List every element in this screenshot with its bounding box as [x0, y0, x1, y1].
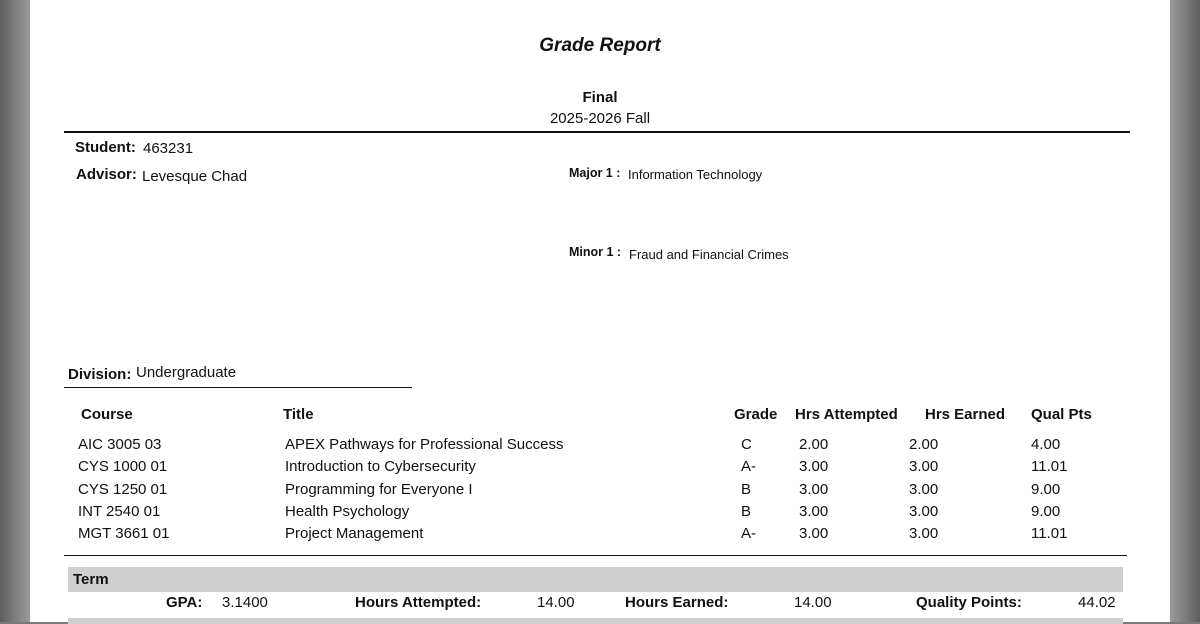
- gpa-value: 3.1400: [222, 594, 268, 611]
- table-row-course: CYS 1250 01: [78, 481, 168, 498]
- hours-earned-value: 14.00: [794, 594, 832, 611]
- table-row-qual-pts: 9.00: [1031, 503, 1061, 520]
- table-row-title: Introduction to Cybersecurity: [285, 458, 476, 475]
- table-row-hrs-earned: 2.00: [909, 436, 939, 453]
- report-page: [30, 0, 1170, 622]
- division-value: Undergraduate: [136, 364, 237, 381]
- quality-points-label: Quality Points:: [916, 594, 1022, 611]
- table-row-title: APEX Pathways for Professional Success: [285, 436, 564, 453]
- col-header-title: Title: [283, 406, 314, 423]
- minor-label: Minor 1 :: [569, 245, 622, 259]
- viewer-right-edge: [1170, 0, 1200, 622]
- col-header-hrs-attempted: Hrs Attempted: [795, 406, 898, 423]
- table-row-hrs-earned: 3.00: [909, 481, 939, 498]
- table-row-hrs-earned: 3.00: [909, 458, 939, 475]
- division-underline: [64, 387, 412, 388]
- table-row-hrs-attempted: 3.00: [799, 503, 829, 520]
- term-summary-bar: [68, 567, 1123, 592]
- advisor-label: Advisor:: [76, 166, 137, 183]
- table-row-qual-pts: 11.01: [1031, 525, 1068, 542]
- table-row-course: MGT 3661 01: [78, 525, 170, 542]
- col-header-grade: Grade: [734, 406, 778, 423]
- viewer-left-edge: [0, 0, 30, 622]
- table-end-divider: [64, 555, 1127, 556]
- table-row-title: Programming for Everyone I: [285, 481, 473, 498]
- advisor-name: Levesque Chad: [142, 168, 248, 185]
- table-row-qual-pts: 11.01: [1031, 458, 1068, 475]
- table-row-course: INT 2540 01: [78, 503, 161, 520]
- division-label: Division:: [68, 366, 132, 383]
- minor-value: Fraud and Financial Crimes: [629, 247, 789, 262]
- hours-attempted-value: 14.00: [537, 594, 575, 611]
- table-row-hrs-earned: 3.00: [909, 525, 939, 542]
- gpa-label: GPA:: [166, 594, 203, 611]
- table-row-title: Project Management: [285, 525, 424, 542]
- quality-points-value: 44.02: [1078, 594, 1116, 611]
- table-row-grade: A-: [741, 525, 756, 542]
- col-header-course: Course: [81, 406, 133, 423]
- table-row-title: Health Psychology: [285, 503, 410, 520]
- table-row-course: AIC 3005 03: [78, 436, 162, 453]
- table-row-qual-pts: 4.00: [1031, 436, 1061, 453]
- table-row-hrs-attempted: 3.00: [799, 525, 829, 542]
- table-row-grade: A-: [741, 458, 756, 475]
- term-summary-heading: Term: [73, 571, 109, 588]
- table-row-grade: B: [741, 503, 752, 520]
- hours-earned-label: Hours Earned:: [625, 594, 729, 611]
- major-label: Major 1 :: [569, 166, 621, 180]
- table-row-grade: C: [741, 436, 752, 453]
- table-row-course: CYS 1000 01: [78, 458, 168, 475]
- col-header-hrs-earned: Hrs Earned: [925, 406, 1006, 423]
- student-label: Student:: [75, 139, 136, 156]
- report-title: Grade Report: [539, 35, 661, 56]
- next-section-bar: [68, 618, 1123, 624]
- table-row-hrs-attempted: 2.00: [799, 436, 829, 453]
- table-row-hrs-attempted: 3.00: [799, 481, 829, 498]
- header-divider: [64, 131, 1130, 133]
- table-row-hrs-earned: 3.00: [909, 503, 939, 520]
- col-header-qual-pts: Qual Pts: [1031, 406, 1092, 423]
- table-row-hrs-attempted: 3.00: [799, 458, 829, 475]
- report-status: Final: [582, 89, 618, 106]
- hours-attempted-label: Hours Attempted:: [355, 594, 482, 611]
- report-term: 2025-2026 Fall: [549, 110, 651, 127]
- table-row-grade: B: [741, 481, 752, 498]
- table-row-qual-pts: 9.00: [1031, 481, 1061, 498]
- major-value: Information Technology: [628, 167, 763, 182]
- student-id: 463231: [143, 140, 194, 157]
